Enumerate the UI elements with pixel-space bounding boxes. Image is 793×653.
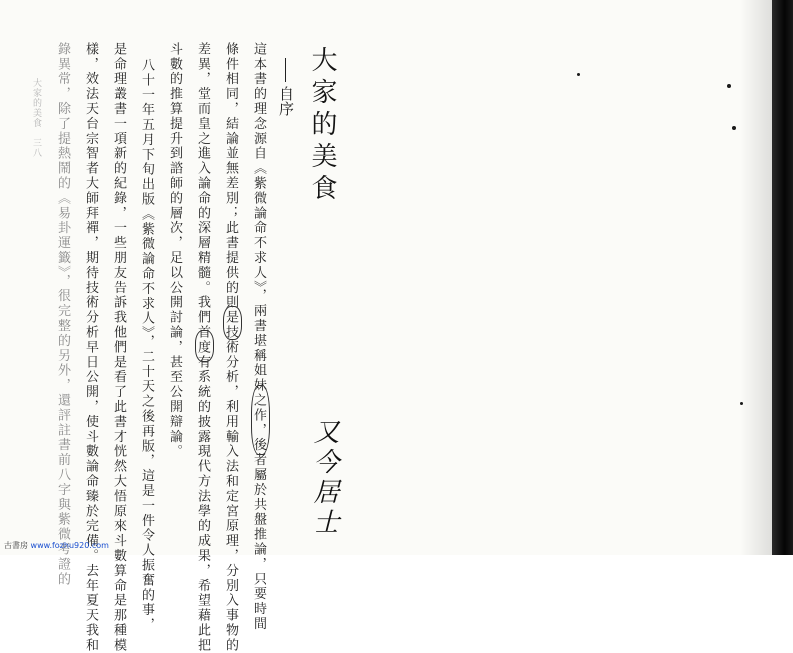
left-page-bleed-text: 大家的美食 [31,78,41,128]
body-column-4: 斗數的推算提升到諮師的層次，足以公開討論，甚至公開辯論。 [167,42,182,460]
annotation-circle [195,330,214,362]
body-column-3: 差異，堂而皇之進入論命的深層精髓。我們首度有系統的披露現代方法學的成果，希望藉此把 [195,42,210,653]
body-column-7: 樣，效法天台宗智者大師拜禪，期待技術分析早日公開，使斗數論命臻於完備。去年夏天我和 [83,42,98,653]
author-signature: 又今居士 [309,418,339,538]
annotation-circle [251,385,270,455]
subtitle-text: 自序 [277,86,295,116]
left-page-bleed-number: 三八 [31,138,41,158]
body-column-6: 是命理叢書一項新的紀錄，一些朋友告訴我他們是看了此書才恍然大悟原來斗數算命是那種模 [111,42,126,653]
book-binding-edge [772,0,793,555]
watermark-site-name: 古書房 [4,541,28,550]
watermark-url[interactable]: www.fozhu920.com [30,541,109,550]
source-watermark [4,540,109,551]
body-column-5: 八十一年五月下旬出版《紫微論命不求人》，二十天之後再版，這是一件令人振奮的事， [139,58,154,633]
body-column-1: 這本書的理念源自《紫微論命不求人》，兩書堪稱姐妹之作，後者屬於共盤推論，只要時間 [251,42,266,632]
binding-shadow [740,0,774,555]
body-column-2: 條件相同，結論並無差別；此書提供的則是技術分析，利用輸入法和定宮原理，分別入事物的 [223,42,238,653]
page-subtitle [276,58,297,116]
scan-speck [732,126,736,130]
scan-speck [577,73,580,76]
page-title: 大家的美食 [307,46,337,206]
annotation-circle [223,306,242,340]
body-column-8: 錄異常，除了提熱鬧的《易卦運籤》，很完整的另外，還評註書前八字與紫微考證的 [55,42,70,587]
scan-speck [740,402,743,405]
scan-speck [727,84,731,88]
